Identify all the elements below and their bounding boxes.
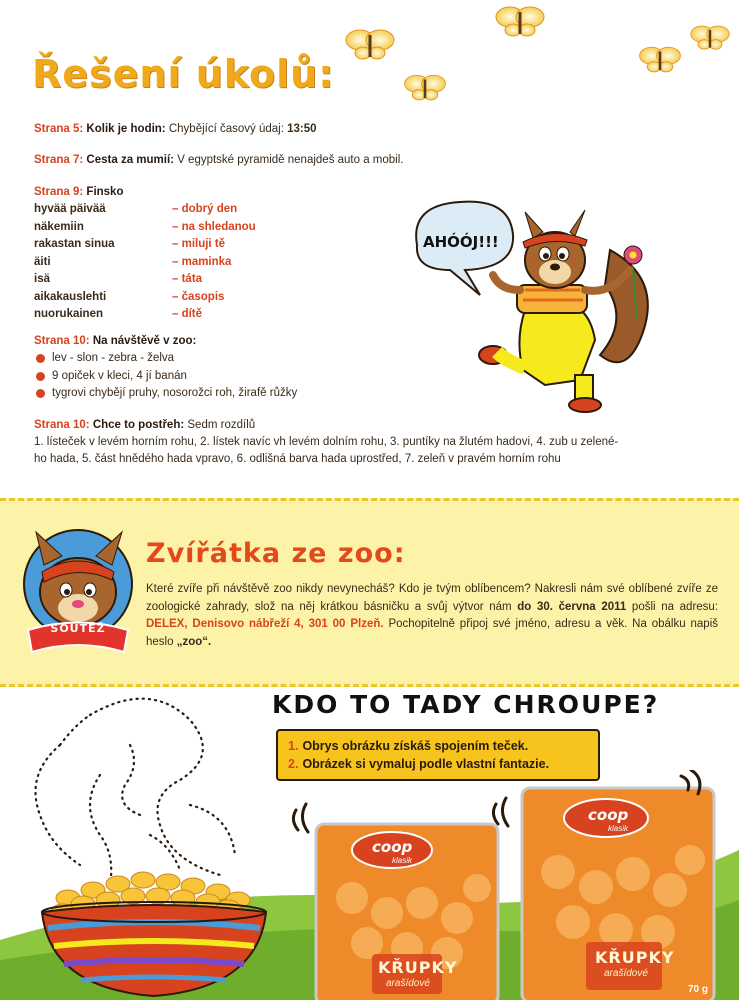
bullet-icon bbox=[36, 354, 45, 363]
answer-text: Sedm rozdílů bbox=[187, 419, 256, 431]
product-flavour: arašídové bbox=[604, 968, 648, 979]
translation-row: rakastan sinua – miluji tě bbox=[34, 238, 226, 250]
page-ref: Strana 9: bbox=[34, 186, 84, 198]
differences-line-1: 1. lísteček v levém horním rohu, 2. lístek navíc vh levém dolním rohu, 3. puntíky na žlutém hadovi, 4. zub u zelené- bbox=[34, 436, 619, 448]
butterfly-icon bbox=[640, 47, 681, 72]
solution-page-10-differences bbox=[34, 417, 714, 468]
page-title: Řešení úkolů: bbox=[32, 52, 335, 96]
dot-to-dot-puzzle bbox=[20, 685, 260, 895]
list-item: lev - slon - zebra - želva bbox=[34, 350, 297, 368]
page-ref: Strana 10: bbox=[34, 335, 90, 347]
brand-sub: klasik bbox=[608, 824, 629, 833]
brand-logo: coop bbox=[588, 806, 629, 824]
butterfly-icon bbox=[496, 7, 544, 36]
solution-page-9 bbox=[34, 184, 256, 324]
question: Kolik je hodin: bbox=[86, 123, 166, 135]
butterfly-icon bbox=[691, 26, 729, 49]
bullet-icon bbox=[36, 372, 45, 381]
translation-row: aikakauslehti – časopis bbox=[34, 290, 225, 303]
translation-row: nuorukainen – dítě bbox=[34, 308, 203, 320]
speech-bubble-text: AHÓÓJ!!! bbox=[423, 233, 499, 251]
question: Finsko bbox=[86, 186, 124, 198]
bullet-icon bbox=[36, 389, 45, 398]
contest-badge bbox=[14, 520, 142, 665]
butterflies-decoration bbox=[330, 0, 739, 110]
contest-badge-label: SOUTĚŽ bbox=[50, 622, 106, 635]
product-weight: 70 g bbox=[688, 984, 709, 995]
list-item: 9 opiček v kleci, 4 jí banán bbox=[34, 368, 297, 386]
squirrel-illustration bbox=[405, 190, 665, 415]
solution-page-7 bbox=[34, 152, 404, 169]
contest-address: DELEX, Denisovo nábřeží 4, 301 00 Plzeň. bbox=[146, 618, 384, 630]
differences-line-2: ho hada, 5. část hnědého hada vpravo, 6. odlišná barva hada uprostřed, 7. zeleň v pravém horním rohu bbox=[34, 453, 561, 465]
contest-slogan: „zoo“. bbox=[176, 635, 212, 648]
question: Na návštěvě v zoo: bbox=[92, 335, 197, 347]
answer-text: Chybějící časový údaj: bbox=[168, 123, 284, 135]
page-ref: Strana 10: bbox=[34, 419, 90, 431]
product-name: KŘUPKY bbox=[595, 948, 675, 967]
puzzle-title: KDO TO TADY CHROUPE? bbox=[272, 690, 660, 719]
brand-logo: coop bbox=[372, 838, 413, 856]
instruction-step: 1. Obrys obrázku získáš spojením teček. bbox=[288, 739, 529, 753]
product-name: KŘUPKY bbox=[378, 958, 458, 977]
answer-value: 13:50 bbox=[287, 123, 317, 135]
butterfly-icon bbox=[346, 30, 394, 59]
brand-sub: klasik bbox=[392, 856, 413, 865]
translation-row: hyvää päivää – dobrý den bbox=[34, 203, 238, 215]
contest-title: Zvířátka ze zoo: bbox=[146, 538, 406, 569]
list-item: tygrovi chybějí pruhy, nosorožci roh, žirafě růžky bbox=[34, 385, 297, 403]
question: Chce to postřeh: bbox=[92, 419, 185, 431]
translation-row: isä – táta bbox=[34, 273, 203, 285]
instruction-step: 2. Obrázek si vymaluj podle vlastní fantazie. bbox=[288, 757, 550, 771]
page-ref: Strana 5: bbox=[34, 123, 84, 135]
page-ref: Strana 7: bbox=[34, 154, 84, 166]
butterfly-icon bbox=[405, 75, 446, 100]
product-flavour: arašídové bbox=[386, 978, 430, 989]
question: Cesta za mumií: bbox=[86, 154, 174, 166]
solution-page-5 bbox=[34, 121, 317, 138]
translation-row: näkemiin – na shledanou bbox=[34, 220, 256, 233]
answer-text: V egyptské pyramidě nenajdeš auto a mobil. bbox=[177, 154, 404, 166]
translation-row: äiti – maminka bbox=[34, 255, 232, 268]
contest-deadline: do 30. června 2011 bbox=[517, 600, 627, 613]
bowl-of-crisps bbox=[38, 868, 270, 1000]
contest-text: Které zvíře při návštěvě zoo nikdy nevynecháš? Kdo je tvým oblíbencem? Nakresli nám své oblíbené zvíře ze zoologické zahrady, slož na něj krátkou básničku a svůj výtvor nám do 30. června 2011 pošli na adresu: DELEX, Denisovo nábřeží 4, 301 00 Plzeň. Pochopitelně připoj své jméno, adresu a věk. Na obálku napiš heslo „zoo“. bbox=[146, 583, 719, 648]
solution-page-10-zoo bbox=[34, 333, 297, 403]
shake-lines bbox=[286, 770, 706, 840]
